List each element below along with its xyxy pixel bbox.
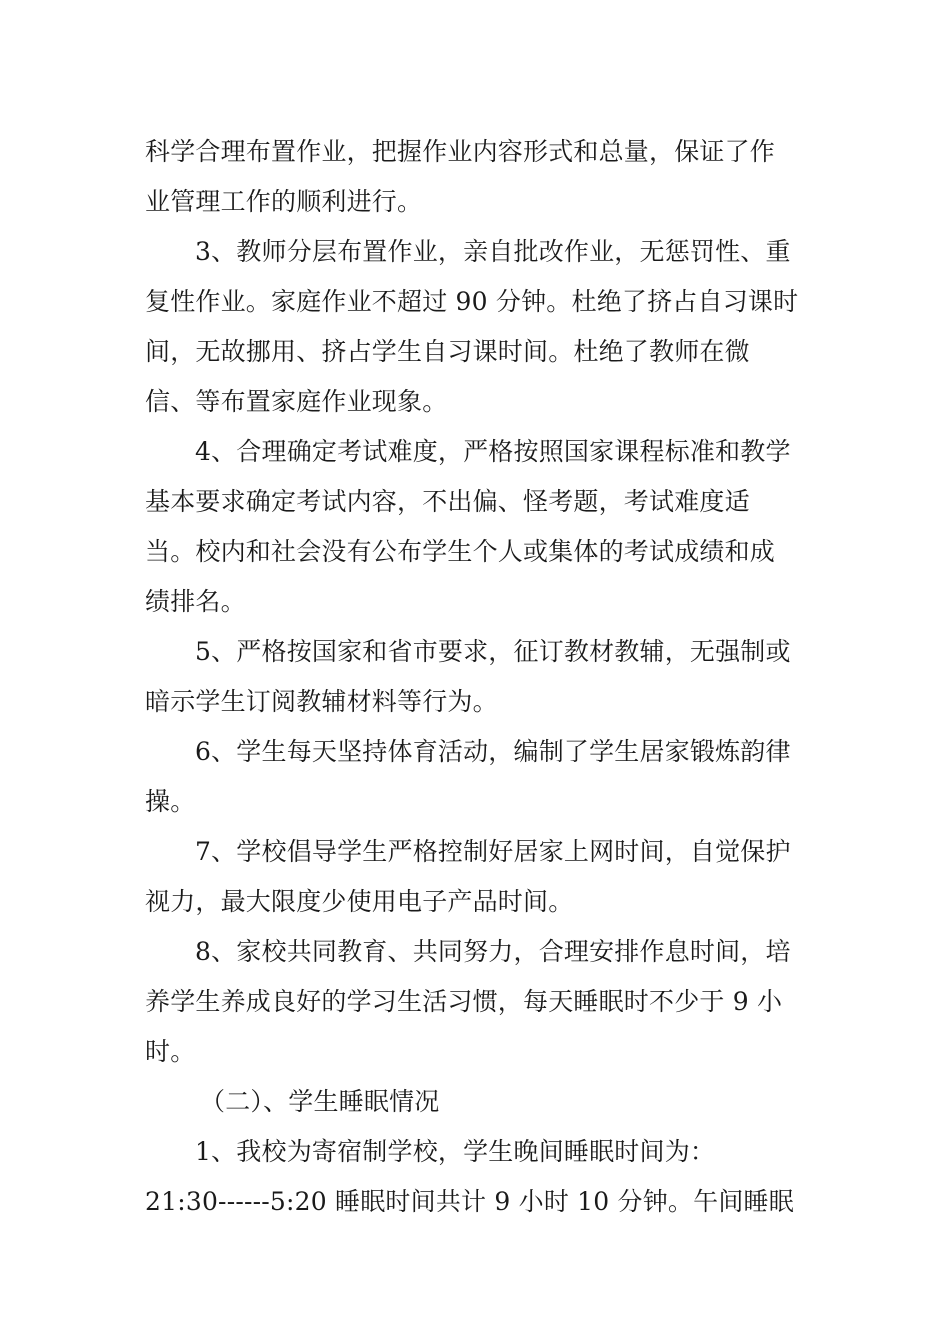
- body-text-line: 绩排名。: [145, 587, 246, 616]
- body-text-line: 科学合理布置作业，把握作业内容形式和总量，保证了作: [145, 137, 776, 166]
- body-text-line: 操。: [145, 787, 196, 816]
- body-text-line: 21:30------5:20 睡眠时间共计 9 小时 10 分钟。午间睡眠: [145, 1187, 794, 1216]
- body-text-line: 暗示学生订阅教辅材料等行为。: [145, 687, 498, 716]
- list-item-4-start: 4、合理确定考试难度，严格按照国家课程标准和教学: [195, 437, 791, 466]
- body-text-line: 视力，最大限度少使用电子产品时间。: [145, 887, 574, 916]
- body-text-line: 业管理工作的顺利进行。: [145, 187, 423, 216]
- body-text-line: 间，无故挪用、挤占学生自习课时间。杜绝了教师在微: [145, 337, 750, 366]
- list-item-6-start: 6、学生每天坚持体育活动，编制了学生居家锻炼韵律: [195, 737, 791, 766]
- list-item-3-start: 3、教师分层布置作业，亲自批改作业，无惩罚性、重: [195, 237, 791, 266]
- body-text-line: 时。: [145, 1037, 196, 1066]
- body-text-line: 基本要求确定考试内容，不出偏、怪考题，考试难度适: [145, 487, 750, 516]
- list-item-8-start: 8、家校共同教育、共同努力，合理安排作息时间，培: [195, 937, 791, 966]
- list-item-7-start: 7、学校倡导学生严格控制好居家上网时间，自觉保护: [195, 837, 791, 866]
- list-item-1-start: 1、我校为寄宿制学校，学生晚间睡眠时间为：: [195, 1137, 716, 1166]
- body-text-line: 复性作业。家庭作业不超过 90 分钟。杜绝了挤占自习课时: [145, 287, 799, 316]
- section-heading: （二）、学生睡眠情况: [200, 1087, 440, 1116]
- list-item-5-start: 5、严格按国家和省市要求，征订教材教辅，无强制或: [195, 637, 791, 666]
- body-text-line: 信、等布置家庭作业现象。: [145, 387, 448, 416]
- body-text-line: 当。校内和社会没有公布学生个人或集体的考试成绩和成: [145, 537, 776, 566]
- body-text-line: 养学生养成良好的学习生活习惯，每天睡眠时不少于 9 小: [145, 987, 783, 1016]
